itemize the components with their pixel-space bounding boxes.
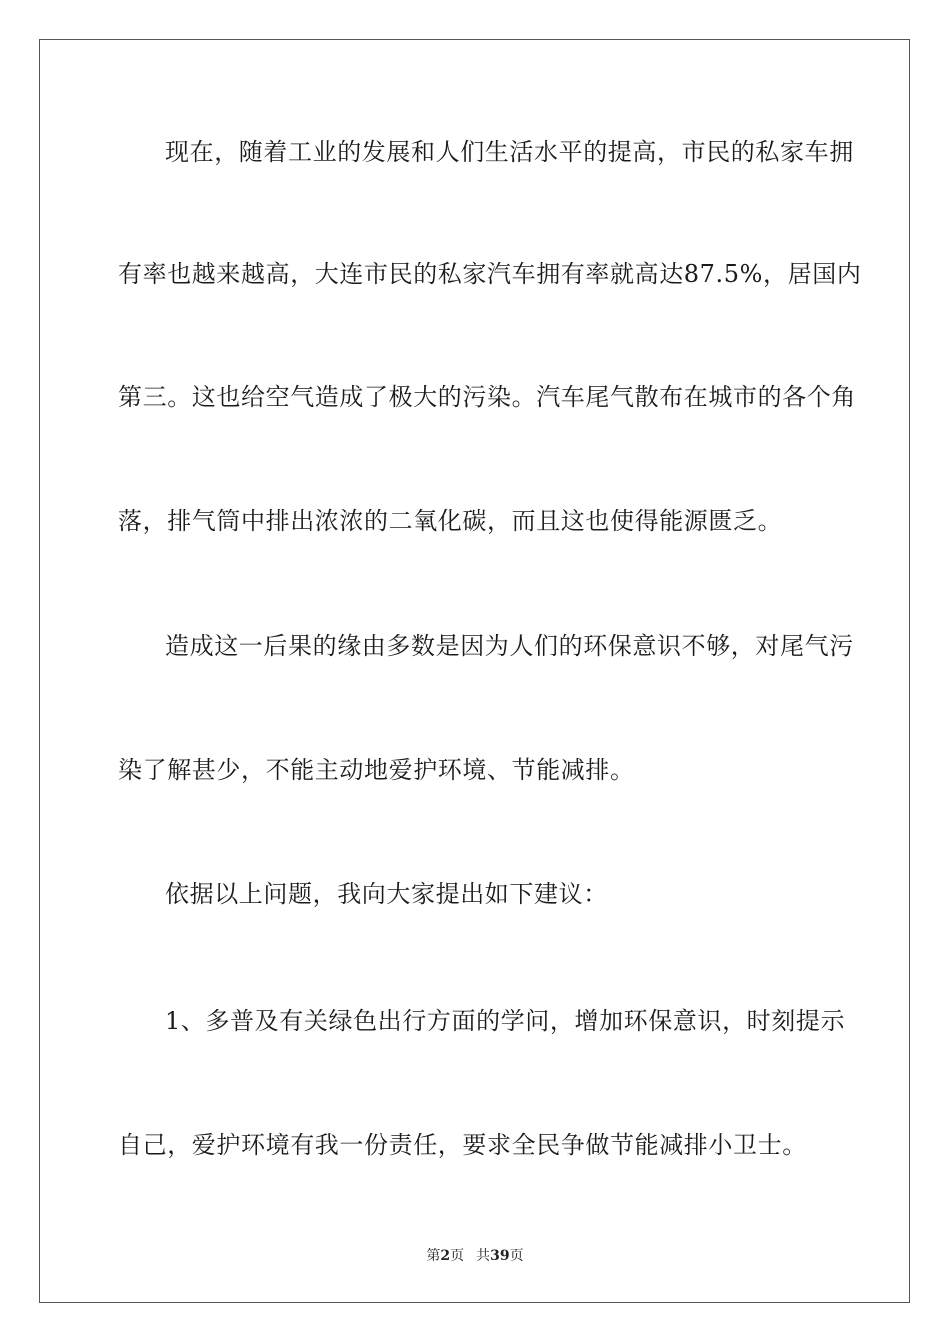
paragraph-4-line-2: 自己，爱护环境有我一份责任，要求全民争做节能减排小卫士。 xyxy=(118,1131,807,1159)
footer-total-pages: 39 xyxy=(490,1248,510,1264)
footer-page-number: 2 xyxy=(440,1248,451,1264)
paragraph-1-line-4: 落，排气筒中排出浓浓的二氧化碳，而且这也使得能源匮乏。 xyxy=(118,507,783,535)
footer-total-suffix: 页 xyxy=(509,1248,524,1264)
paragraph-2-line-1: 造成这一后果的缘由多数是因为人们的环保意识不够，对尾气污 xyxy=(165,632,854,660)
paragraph-1-line-1: 现在，随着工业的发展和人们生活水平的提高，市民的私家车拥 xyxy=(165,138,854,166)
page-footer xyxy=(0,1247,950,1265)
footer-page-suffix: 页 xyxy=(450,1248,465,1264)
paragraph-2-line-2: 染了解甚少，不能主动地爱护环境、节能减排。 xyxy=(118,756,635,784)
paragraph-1-line-3: 第三。这也给空气造成了极大的污染。汽车尾气散布在城市的各个角 xyxy=(118,383,856,411)
paragraph-3-line-1: 依据以上问题，我向大家提出如下建议： xyxy=(165,880,608,908)
page-border xyxy=(39,39,910,1303)
footer-total-prefix: 共 xyxy=(476,1248,491,1264)
footer-page-prefix: 第 xyxy=(426,1248,441,1264)
paragraph-1-line-2: 有率也越来越高，大连市民的私家汽车拥有率就高达87.5%，居国内 xyxy=(118,260,862,288)
paragraph-4-line-1: 1、多普及有关绿色出行方面的学问，增加环保意识，时刻提示 xyxy=(165,1007,846,1035)
